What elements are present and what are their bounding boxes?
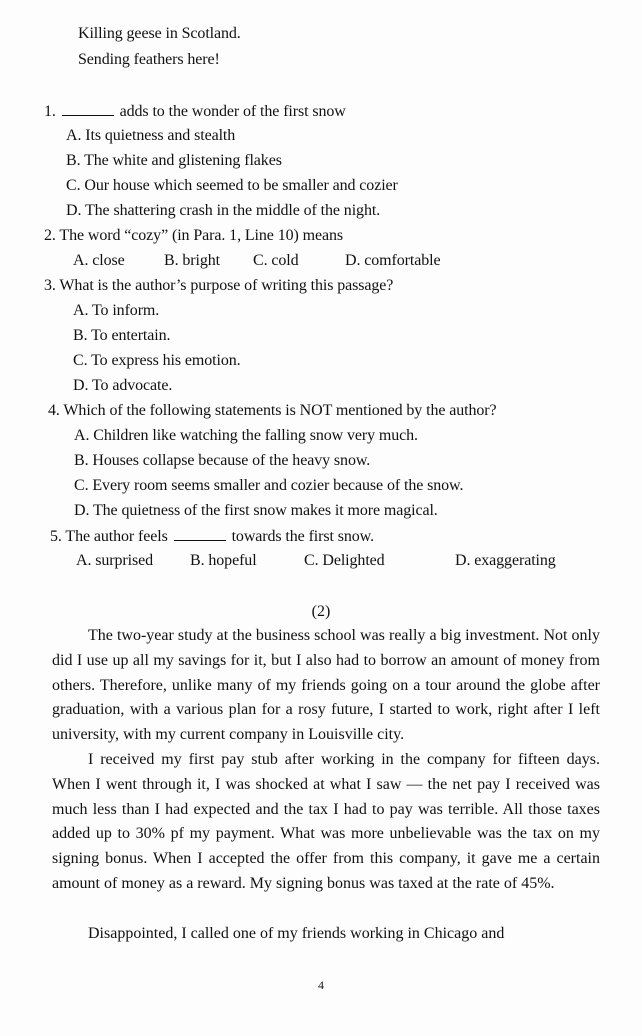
- question-2-options: [0, 251, 642, 271]
- question-2-option-b: B. bright: [164, 252, 220, 269]
- question-2-stem: 2. The word “cozy” (in Para. 1, Line 10) means: [44, 227, 344, 244]
- page-number: 4: [318, 978, 324, 992]
- question-2-option-a: A. close: [73, 252, 125, 269]
- question-4-option-d: D. The quietness of the first snow makes it more magical.: [74, 502, 438, 519]
- question-1-option-c: C. Our house which seemed to be smaller and cozier: [66, 177, 398, 194]
- question-3-option-c: C. To express his emotion.: [73, 352, 241, 369]
- passage-paragraph: I received my first pay stub after working in the company for fifteen days. When I went through it, I was shocked at what I saw — the net pay I received was much less than I had expected and the tax I had to pay was terrible. All those taxes added up to 30% pf my payment. What was more unbelievable was the tax on my signing bonus. When I accepted the offer from this company, it gave me a certain amount of money as a reward. My signing bonus was taxed at the rate of 45%.: [52, 751, 600, 892]
- question-5-option-d: D. exaggerating: [455, 552, 556, 569]
- question-3-stem: 3. What is the author’s purpose of writing this passage?: [44, 277, 394, 294]
- question-5-stem: [50, 526, 374, 547]
- question-4-option-a: A. Children like watching the falling snow very much.: [74, 427, 418, 444]
- question-1-option-b: B. The white and glistening flakes: [66, 152, 282, 169]
- question-1-option-d: D. The shattering crash in the middle of the night.: [66, 202, 381, 219]
- question-2-option-c: C. cold: [253, 252, 299, 269]
- question-4-option-b: B. Houses collapse because of the heavy snow.: [74, 452, 371, 469]
- question-text: adds to the wonder of the first snow: [119, 103, 346, 120]
- question-3-option-a: A. To inform.: [73, 302, 160, 319]
- question-4-option-c: C. Every room seems smaller and cozier because of the snow.: [74, 477, 464, 494]
- section-number: (2): [311, 603, 331, 620]
- question-5-option-a: A. surprised: [76, 552, 154, 569]
- question-1-option-a: A. Its quietness and stealth: [66, 127, 236, 144]
- question-1-stem: [44, 101, 346, 122]
- question-3-option-b: B. To entertain.: [73, 327, 171, 344]
- poem-line: Sending feathers here!: [78, 51, 220, 68]
- question-5-options: [0, 551, 642, 571]
- poem-line: Killing geese in Scotland.: [78, 25, 241, 42]
- question-4-stem: 4. Which of the following statements is NOT mentioned by the author?: [48, 402, 497, 419]
- question-number: 1.: [44, 103, 56, 120]
- question-3-option-d: D. To advocate.: [73, 377, 173, 394]
- answer-blank: [174, 526, 226, 541]
- question-text: towards the first snow.: [231, 528, 374, 545]
- question-5-option-c: C. Delighted: [304, 552, 385, 569]
- question-2-option-d: D. comfortable: [345, 252, 441, 269]
- question-5-option-b: B. hopeful: [190, 552, 257, 569]
- question-text: 5. The author feels: [50, 528, 168, 545]
- answer-blank: [62, 101, 114, 116]
- passage-paragraph: The two-year study at the business school was really a big investment. Not only did I use up all my savings for it, but I also had to borrow an amount of money from others. Therefore, unlike many of my friends going on a tour around the globe after graduation, with a various plan for a rosy future, I started to work, right after I left university, with my current company in Louisville city.: [52, 627, 600, 744]
- passage-paragraph: Disappointed, I called one of my friends working in Chicago and: [88, 925, 505, 942]
